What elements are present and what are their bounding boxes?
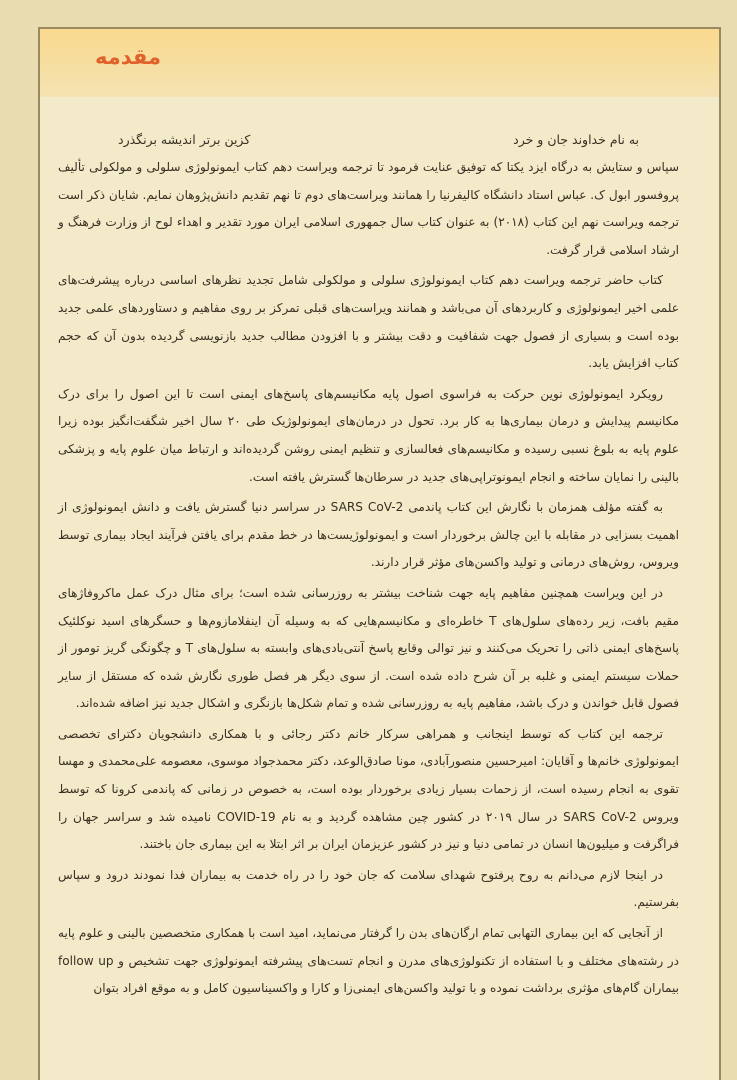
paragraph-8: از آنجایی که این بیماری التهابی تمام ارگان‌های بدن را گرفتار می‌نماید، امید است با همکاری متخصصین بالینی و علوم پایه در رشته‌های مختلف و با استفاده از تکنولوژی‌های مدرن و انجام تست‌های پیشرفته ایمونولوژی جهت تشخیص و follow up بیماران گام‌های مؤثری برداشت نموده و با تولید واکسن‌های ایمنی‌زا و کارا و واکسیناسیون کامل و به موقع افراد بتوان xyxy=(58,926,679,996)
poem-hemistich-2: کزین برتر اندیشه برنگذرد xyxy=(118,132,251,147)
paragraph-7: در اینجا لازم می‌دانم به روح پرفتوح شهدای سلامت که جان خود را در راه خدمت به بیماران فدا نمودند درود و سپاس بفرستیم. xyxy=(58,867,679,910)
section-header-band xyxy=(40,29,719,97)
paragraph-5: در این ویراست همچنین مفاهیم پایه جهت شناخت بیشتر به روزرسانی شده است؛ برای مثال درک عمل ماکروفاژهای مقیم بافت، زیر رده‌های سلول‌های T خاطره‌ای و مکانیسم‌هایی که به وسیله آن اینفلامازوم‌ها و حسگرهای اسید نوکلئیک پاسخ‌های ایمنی ذاتی را تحریک می‌کنند و نیز توالی وقایع پاسخ آنتی‌بادی‌های وابسته به سلول‌های T و چگونگی گریز تومور از حملات سیستم ایمنی و غلبه بر آن شرح داده شده است. از سوی دیگر هر فصل طوری نگارش شده که مستقل از سایر فصول قابل خواندن و درک باشد، مفاهیم پایه به روزرسانی شده و تمام شکل‌ها بازنگری و اشکال جدید نیز اضافه شده‌اند. xyxy=(58,585,680,711)
paragraph-4: به گفته مؤلف همزمان با نگارش این کتاب پاندمی SARS CoV-2 در سراسر دنیا گسترش یافت و دانش ایمونولوژی از اهمیت بسزایی در مقابله با این چالش برخوردار است و ایمونولوژیست‌ها در خط مقدم برای یافتن فرآیند ایجاد بیماری توسط ویروس، روش‌های درمانی و تولید واکسن‌های مؤثر قرار دارند. xyxy=(58,500,679,570)
poem-hemistich-1: به نام خداوند جان و خرد xyxy=(513,132,639,147)
paragraph-2: کتاب حاضر ترجمه ویراست دهم کتاب ایمونولوژی سلولی و مولکولی شامل تجدید نظرهای اساسی درباره پیشرفت‌های علمی اخیر ایمونولوژی و کاربردهای آن می‌باشد و همانند ویراست‌های قبلی تمرکز بر روی مفاهیم و دستاوردهای علمی جدید بوده است و بسیاری از فصول جهت شفافیت و دقت بیشتر و با افزودن مطالب جدید بازنویسی گردیده بدون آن که حجم کتاب افزایش یابد. xyxy=(58,273,679,371)
paragraph-6: ترجمه این کتاب که توسط اینجانب و همراهی سرکار خانم دکتر رجائی و با همکاری دانشجویان دکترای تخصصی ایمونولوژی خانم‌ها و آقایان: امیرحسین منصورآبادی، مونا صادق‌الوعد، دکتر محمدجواد موسوی، معصومه علی‌محمدی و مهسا تقوی به انجام رسیده است، از زحمات بسیار زیادی برخوردار بوده است، به خصوص در زمانی که پاندمی کرونا که توسط ویروس SARS CoV-2 در سال ۲۰۱۹ در کشور چین مشاهده گردید و به نام COVID-19 نامیده شد و سراسر جهان را فراگرفت و میلیون‌ها انسان در تمامی دنیا و نیز در کشور عزیزمان ایران بر اثر ابتلا به این بیماری جان باختند. xyxy=(58,726,680,852)
section-title: مقدمه xyxy=(95,45,161,69)
page-content xyxy=(40,126,719,1003)
paragraph-3: رویکرد ایمونولوژی نوین حرکت به فراسوی اصول پایه مکانیسم‌های پاسخ‌های ایمنی است تا این اصول را برای درک مکانیسم پیدایش و درمان بیماری‌ها به کار برد. تحول در درمان‌های ایمونولوژیک طی ۲۰ سال اخیر شگفت‌انگیز بوده زیرا علوم پایه به بلوغ نسبی رسیده و مکانیسم‌های فعالسازی و تنظیم ایمنی روشن گردیده‌اند و ارتباط میان علوم پایه و پزشکی بالینی را نمایان ساخته و انجام ایمونوتراپی‌های جدید در سرطان‌ها گسترش یافته است. xyxy=(58,386,679,484)
paragraph-1: سپاس و ستایش به درگاه ایزد یکتا که توفیق عنایت فرمود تا ترجمه ویراست دهم کتاب ایمونولوژی سلولی و مولکولی تألیف پروفسور ابول ک. عباس استاد دانشگاه کالیفرنیا را همانند ویراست‌های دوم تا نهم تقدیم دانش‌پژوهان نمایم. شایان ذکر است ترجمه ویراست نهم این کتاب (۲۰۱۸) به عنوان کتاب سال جمهوری اسلامی ایران مورد تقدیر و اهداء لوح از وزارت فرهنگ و ارشاد اسلامی قرار گرفت. xyxy=(58,160,680,257)
book-page xyxy=(38,27,721,1080)
opening-poem xyxy=(58,126,679,154)
